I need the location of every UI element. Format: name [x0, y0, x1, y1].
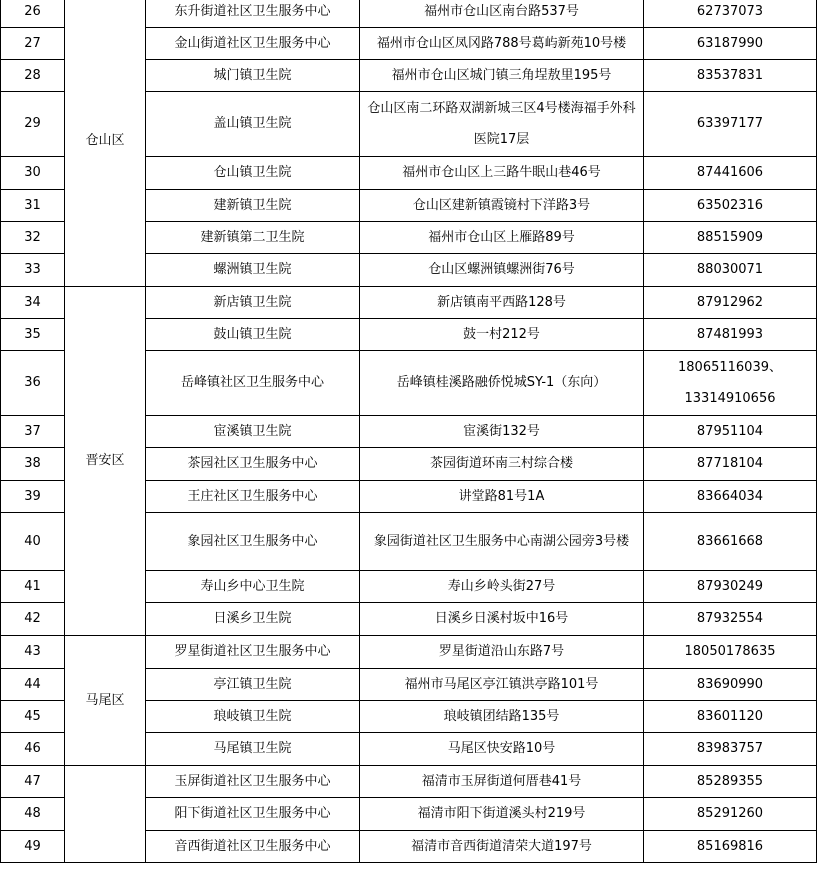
clinic-phone: 18050178635 — [644, 636, 817, 669]
row-number: 33 — [1, 254, 65, 287]
row-number: 32 — [1, 222, 65, 254]
table-row — [1, 0, 817, 28]
clinic-phone — [644, 351, 817, 416]
district-cell: 晋安区 — [65, 287, 146, 636]
row-number: 31 — [1, 190, 65, 222]
clinic-phone: 87932554 — [644, 603, 817, 636]
clinic-address: 象园街道社区卫生服务中心南湖公园旁3号楼 — [360, 513, 644, 571]
row-number: 44 — [1, 669, 65, 701]
clinic-phone: 88515909 — [644, 222, 817, 254]
phone-line: 13314910656 — [684, 391, 776, 406]
clinic-name: 东升街道社区卫生服务中心 — [146, 0, 360, 28]
clinic-phone: 87951104 — [644, 416, 817, 448]
clinic-name: 王庄社区卫生服务中心 — [146, 481, 360, 513]
clinic-address: 讲堂路81号1A — [360, 481, 644, 513]
clinic-address: 福清市音西街道清荣大道197号 — [360, 831, 644, 863]
row-number: 35 — [1, 319, 65, 351]
clinic-phone: 87930249 — [644, 571, 817, 603]
clinic-name: 新店镇卫生院 — [146, 287, 360, 319]
clinic-address: 罗星街道沿山东路7号 — [360, 636, 644, 669]
row-number: 36 — [1, 351, 65, 416]
row-number: 38 — [1, 448, 65, 481]
clinic-address: 琅岐镇团结路135号 — [360, 701, 644, 733]
clinic-name: 日溪乡卫生院 — [146, 603, 360, 636]
clinic-name: 金山街道社区卫生服务中心 — [146, 28, 360, 60]
clinic-phone: 87481993 — [644, 319, 817, 351]
clinic-phone: 83537831 — [644, 60, 817, 92]
row-number: 40 — [1, 513, 65, 571]
clinic-phone: 87912962 — [644, 287, 817, 319]
clinic-phone: 85291260 — [644, 798, 817, 831]
clinic-name: 象园社区卫生服务中心 — [146, 513, 360, 571]
clinic-address: 马尾区快安路10号 — [360, 733, 644, 766]
clinic-address: 宦溪街132号 — [360, 416, 644, 448]
clinic-name: 阳下街道社区卫生服务中心 — [146, 798, 360, 831]
clinic-address: 福清市玉屏街道何厝巷41号 — [360, 766, 644, 798]
clinic-address: 茶园街道环南三村综合楼 — [360, 448, 644, 481]
row-number: 26 — [1, 0, 65, 28]
clinic-phone: 63187990 — [644, 28, 817, 60]
table-row — [1, 766, 817, 798]
address-line: 医院17层 — [473, 132, 530, 147]
district-cell: 仓山区 — [65, 0, 146, 287]
district-cell — [65, 766, 146, 863]
clinic-name: 马尾镇卫生院 — [146, 733, 360, 766]
row-number: 48 — [1, 798, 65, 831]
row-number: 45 — [1, 701, 65, 733]
clinic-phone: 87718104 — [644, 448, 817, 481]
clinic-name: 建新镇第二卫生院 — [146, 222, 360, 254]
clinic-phone: 83661668 — [644, 513, 817, 571]
clinic-phone: 63502316 — [644, 190, 817, 222]
row-number: 39 — [1, 481, 65, 513]
clinic-address: 福州市仓山区上雁路89号 — [360, 222, 644, 254]
clinic-phone: 62737073 — [644, 0, 817, 28]
clinic-name: 茶园社区卫生服务中心 — [146, 448, 360, 481]
clinic-name: 螺洲镇卫生院 — [146, 254, 360, 287]
clinic-phone: 83983757 — [644, 733, 817, 766]
clinic-address: 岳峰镇桂溪路融侨悦城SY-1（东向） — [360, 351, 644, 416]
district-cell: 马尾区 — [65, 636, 146, 766]
clinic-address: 日溪乡日溪村坂中16号 — [360, 603, 644, 636]
clinic-phone: 85169816 — [644, 831, 817, 863]
row-number: 37 — [1, 416, 65, 448]
row-number: 41 — [1, 571, 65, 603]
row-number: 42 — [1, 603, 65, 636]
row-number: 43 — [1, 636, 65, 669]
clinic-address: 鼓一村212号 — [360, 319, 644, 351]
clinic-phone: 83601120 — [644, 701, 817, 733]
clinic-address: 福州市仓山区上三路牛眠山巷46号 — [360, 157, 644, 190]
clinic-address — [360, 92, 644, 157]
clinic-address: 寿山乡岭头街27号 — [360, 571, 644, 603]
row-number: 49 — [1, 831, 65, 863]
clinic-name: 亭江镇卫生院 — [146, 669, 360, 701]
address-line: 仓山区南二环路双湖新城三区4号楼海福手外科 — [367, 101, 636, 116]
clinic-address: 新店镇南平西路128号 — [360, 287, 644, 319]
clinic-phone: 87441606 — [644, 157, 817, 190]
clinic-name: 城门镇卫生院 — [146, 60, 360, 92]
clinic-phone: 83690990 — [644, 669, 817, 701]
clinic-address: 福州市仓山区凤冈路788号葛屿新苑10号楼 — [360, 28, 644, 60]
clinic-name: 寿山乡中心卫生院 — [146, 571, 360, 603]
clinic-name: 鼓山镇卫生院 — [146, 319, 360, 351]
row-number: 46 — [1, 733, 65, 766]
clinic-name: 岳峰镇社区卫生服务中心 — [146, 351, 360, 416]
clinic-phone: 63397177 — [644, 92, 817, 157]
clinic-address: 仓山区建新镇霞镜村下洋路3号 — [360, 190, 644, 222]
clinic-name: 宦溪镇卫生院 — [146, 416, 360, 448]
phone-line: 18065116039、 — [678, 360, 782, 375]
row-number: 28 — [1, 60, 65, 92]
row-number: 29 — [1, 92, 65, 157]
clinic-phone: 85289355 — [644, 766, 817, 798]
clinic-address: 福清市阳下街道溪头村219号 — [360, 798, 644, 831]
clinic-phone: 88030071 — [644, 254, 817, 287]
clinic-name: 音西街道社区卫生服务中心 — [146, 831, 360, 863]
clinic-address: 福州市仓山区南台路537号 — [360, 0, 644, 28]
row-number: 30 — [1, 157, 65, 190]
clinic-address: 仓山区螺洲镇螺洲街76号 — [360, 254, 644, 287]
clinic-name: 仓山镇卫生院 — [146, 157, 360, 190]
clinic-name: 建新镇卫生院 — [146, 190, 360, 222]
table-row — [1, 287, 817, 319]
table-row — [1, 636, 817, 669]
row-number: 47 — [1, 766, 65, 798]
row-number: 27 — [1, 28, 65, 60]
clinic-name: 罗星街道社区卫生服务中心 — [146, 636, 360, 669]
row-number: 34 — [1, 287, 65, 319]
clinic-name: 琅岐镇卫生院 — [146, 701, 360, 733]
clinic-name: 玉屏街道社区卫生服务中心 — [146, 766, 360, 798]
clinic-address: 福州市马尾区亭江镇洪亭路101号 — [360, 669, 644, 701]
clinic-address: 福州市仓山区城门镇三角埕敖里195号 — [360, 60, 644, 92]
clinic-name: 盖山镇卫生院 — [146, 92, 360, 157]
clinic-phone: 83664034 — [644, 481, 817, 513]
